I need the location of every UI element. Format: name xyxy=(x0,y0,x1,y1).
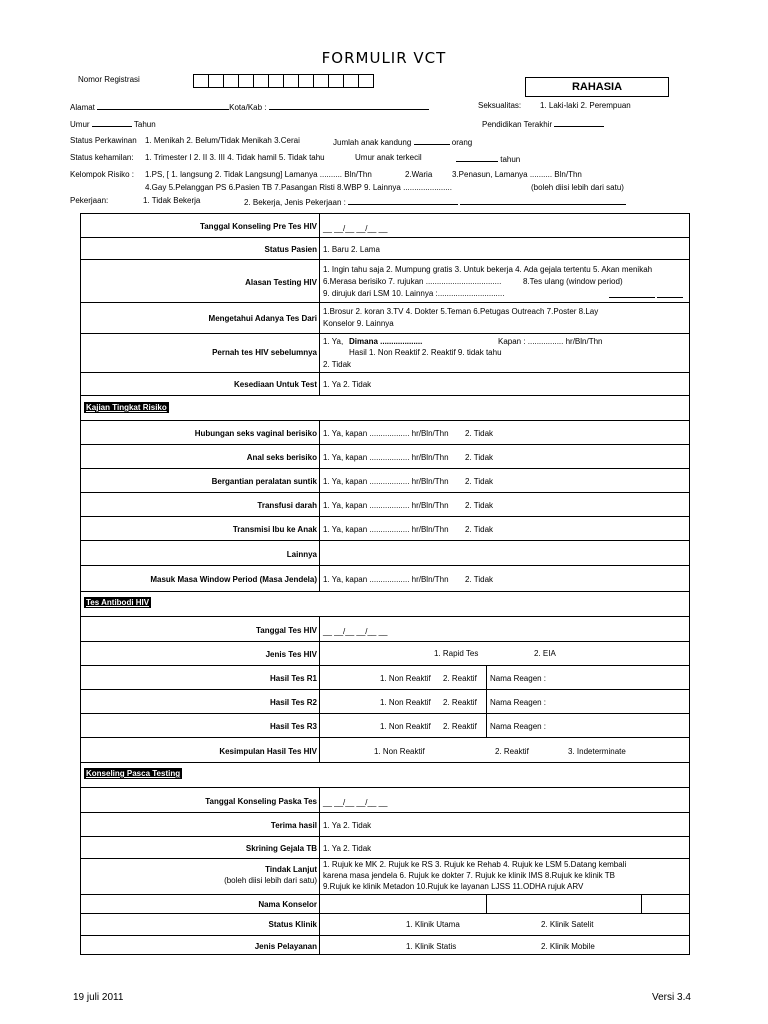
needle-sharing-yes[interactable]: 1. Ya, kapan .................. hr/Bln/Thn xyxy=(323,477,449,486)
children-unit: orang xyxy=(451,138,473,147)
counselor-label: Nama Konselor xyxy=(258,900,317,909)
children-field[interactable] xyxy=(414,136,450,145)
address-field[interactable] xyxy=(97,101,229,110)
r2-divider xyxy=(486,690,487,713)
r3-reagent[interactable]: Nama Reagen : xyxy=(490,722,547,731)
conclusion-label: Kesimpulan Hasil Tes HIV xyxy=(219,747,317,756)
risk-group-line2[interactable]: 4.Gay 5.Pelanggan PS 6.Pasien TB 7.Pasangan Risti 8.WBP 9. Lainnya ...................... xyxy=(145,183,452,192)
service-static[interactable]: 1. Klinik Statis xyxy=(406,942,457,951)
r3-divider xyxy=(486,714,487,737)
testing-reason-line3[interactable]: 9. dirujuk dari LSM 10. Lainnya :.............................. xyxy=(323,289,505,298)
education-row xyxy=(482,118,604,129)
youngest-child-unit: tahun xyxy=(500,155,521,164)
pre-test-date-label: Tanggal Konseling Pre Tes HIV xyxy=(199,222,317,231)
age-unit: Tahun xyxy=(133,120,156,129)
mother-child-label: Transmisi Ibu ke Anak xyxy=(232,525,317,534)
sexuality-options[interactable]: 1. Laki-laki 2. Perempuan xyxy=(540,101,631,110)
row-other xyxy=(81,541,689,566)
footer-date: 19 juli 2011 xyxy=(73,992,124,1003)
row-needle-sharing xyxy=(81,469,689,493)
row-counselor xyxy=(81,895,689,914)
follow-up-note: (boleh diisi lebih dari satu) xyxy=(224,876,317,885)
post-test-date-label: Tanggal Konseling Paska Tes xyxy=(205,797,317,806)
footer-version: Versi 3.4 xyxy=(652,992,691,1003)
row-info-source xyxy=(81,303,689,334)
follow-up-line3[interactable]: 9.Rujuk ke klinik Metadon 10.Rujuk ke layanan LJSS 11.ODHA rujuk ARV xyxy=(323,882,584,891)
city-field[interactable] xyxy=(269,101,429,110)
follow-up-label: Tindak Lanjut xyxy=(265,865,317,874)
vaginal-sex-no[interactable]: 2. Tidak xyxy=(465,429,494,438)
risk-group-label: Kelompok Risiko : xyxy=(70,170,135,179)
children-row xyxy=(333,136,472,147)
row-conclusion xyxy=(81,738,689,763)
tb-screening-label: Skrining Gejala TB xyxy=(245,844,317,853)
education-label: Pendidikan Terakhir xyxy=(482,120,553,129)
mother-child-no[interactable]: 2. Tidak xyxy=(465,525,494,534)
testing-reason-line2[interactable]: 6.Merasa berisiko 7. rujukan .................................. xyxy=(323,277,502,286)
children-label: Jumlah anak kandung xyxy=(333,138,412,147)
post-test-date-field[interactable]: __ __/__ __/__ __ xyxy=(323,798,388,807)
job-row xyxy=(244,196,626,207)
received-result-label: Terima hasil xyxy=(270,821,317,830)
anal-sex-no[interactable]: 2. Tidak xyxy=(465,453,494,462)
other-label: Lainnya xyxy=(286,550,317,559)
vaginal-sex-yes[interactable]: 1. Ya, kapan .................. hr/Bln/Thn xyxy=(323,429,449,438)
row-post-test-date xyxy=(81,788,689,813)
section-post-test xyxy=(81,763,689,788)
risk-assessment-heading: Kajian Tingkat Risiko xyxy=(86,403,167,412)
test-willingness-options[interactable]: 1. Ya 2. Tidak xyxy=(323,380,372,389)
test-date-field[interactable]: __ __/__ __/__ __ xyxy=(323,627,388,636)
r2-reagent[interactable]: Nama Reagen : xyxy=(490,698,547,707)
job-label: Pekerjaan: xyxy=(70,196,109,205)
row-test-type xyxy=(81,642,689,666)
clinic-status-label: Status Klinik xyxy=(268,920,317,929)
testing-reason-fill[interactable] xyxy=(609,289,683,300)
test-type-eia[interactable]: 2. EIA xyxy=(534,649,556,658)
row-r2 xyxy=(81,690,689,714)
youngest-child-row xyxy=(456,153,520,164)
service-type-label: Jenis Pelayanan xyxy=(254,942,317,951)
registration-number-boxes[interactable] xyxy=(194,74,374,86)
test-type-label: Jenis Tes HIV xyxy=(265,650,317,659)
sexuality-label: Seksualitas: xyxy=(478,101,522,110)
job-option-2[interactable]: 2. Bekerja, Jenis Pekerjaan : xyxy=(244,198,346,207)
risk-group-penasun[interactable]: 3.Penasun, Lamanya .......... Bln/Thn xyxy=(452,170,582,179)
risk-group-line1[interactable]: 1.PS, [ 1. langsung 2. Tidak Langsung] Lamanya .......... Bln/Thn xyxy=(145,170,372,179)
counselor-divider-1 xyxy=(486,895,487,913)
follow-up-line2[interactable]: karena masa jendela 6. Rujuk ke dokter 7. Rujuk ke klinik IMS 8.Rujuk ke klinik TB xyxy=(323,871,615,880)
blood-transfusion-no[interactable]: 2. Tidak xyxy=(465,501,494,510)
row-previous-test xyxy=(81,334,689,373)
info-source-line1[interactable]: 1.Brosur 2. koran 3.TV 4. Dokter 5.Teman 6.Petugas Outreach 7.Poster 8.Lay xyxy=(323,307,599,316)
r3-reactive[interactable]: 2. Reaktif xyxy=(443,722,477,731)
testing-reason-label: Alasan Testing HIV xyxy=(245,278,317,287)
previous-test-where[interactable]: Dimana ................... xyxy=(349,337,423,346)
previous-test-yes[interactable]: 1. Ya, xyxy=(323,337,344,346)
row-tb-screening xyxy=(81,837,689,859)
conclusion-indeterminate[interactable]: 3. Indeterminate xyxy=(568,747,626,756)
needle-sharing-label: Bergantian peralatan suntik xyxy=(211,477,317,486)
row-test-date xyxy=(81,617,689,642)
age-label: Umur xyxy=(70,120,90,129)
row-patient-status xyxy=(81,238,689,260)
marital-status-label: Status Perkawinan xyxy=(70,136,137,145)
r1-reagent[interactable]: Nama Reagen : xyxy=(490,674,547,683)
age-field[interactable] xyxy=(92,118,132,127)
received-result-options[interactable]: 1. Ya 2. Tidak xyxy=(323,821,372,830)
row-test-willingness xyxy=(81,373,689,396)
clinic-satellite[interactable]: 2. Klinik Satelit xyxy=(541,920,594,929)
r3-label: Hasil Tes R3 xyxy=(270,722,317,731)
tb-screening-options[interactable]: 1. Ya 2. Tidak xyxy=(323,844,372,853)
test-date-label: Tanggal Tes HIV xyxy=(255,626,317,635)
anal-sex-yes[interactable]: 1. Ya, kapan .................. hr/Bln/Thn xyxy=(323,453,449,462)
job-option-1[interactable]: 1. Tidak Bekerja xyxy=(143,196,201,205)
form-title: FORMULIR VCT xyxy=(321,49,447,67)
r1-divider xyxy=(486,666,487,689)
marital-status-options[interactable]: 1. Menikah 2. Belum/Tidak Menikah 3.Cerai xyxy=(145,136,300,145)
previous-test-no[interactable]: 2. Tidak xyxy=(323,360,352,369)
youngest-child-field[interactable] xyxy=(456,153,498,162)
window-period-no[interactable]: 2. Tidak xyxy=(465,575,494,584)
patient-status-label: Status Pasien xyxy=(264,245,317,254)
window-period-label: Masuk Masa Window Period (Masa Jendela) xyxy=(150,575,317,584)
test-type-rapid[interactable]: 1. Rapid Tes xyxy=(434,649,479,658)
antibody-test-heading: Tes Antibodi HIV xyxy=(86,598,150,607)
address-label: Alamat xyxy=(70,103,95,112)
blood-transfusion-yes[interactable]: 1. Ya, kapan .................. hr/Bln/Thn xyxy=(323,501,449,510)
row-service-type xyxy=(81,936,689,954)
age-row xyxy=(70,118,156,129)
info-source-line2[interactable]: Konselor 9. Lainnya xyxy=(323,319,394,328)
r3-nonreactive[interactable]: 1. Non Reaktif xyxy=(380,722,431,731)
counselor-divider-2 xyxy=(641,895,642,913)
mother-child-yes[interactable]: 1. Ya, kapan .................. hr/Bln/Thn xyxy=(323,525,449,534)
job-field-1[interactable] xyxy=(348,196,458,205)
row-blood-transfusion xyxy=(81,493,689,517)
pre-test-date-field[interactable]: __ __/__ __/__ __ xyxy=(323,224,388,233)
service-mobile[interactable]: 2. Klinik Mobile xyxy=(541,942,595,951)
r1-label: Hasil Tes R1 xyxy=(270,674,317,683)
info-source-label: Mengetahui Adanya Tes Dari xyxy=(208,314,317,323)
city-label: Kota/Kab : xyxy=(229,103,267,112)
risk-group-waria[interactable]: 2.Waria xyxy=(405,170,433,179)
registration-number-label: Nomor Registrasi xyxy=(78,75,140,84)
address-row xyxy=(70,101,429,112)
job-field-2[interactable] xyxy=(460,196,626,205)
confidential-box: RAHASIA xyxy=(525,77,669,97)
anal-sex-label: Anal seks berisiko xyxy=(246,453,317,462)
r2-reactive[interactable]: 2. Reaktif xyxy=(443,698,477,707)
youngest-child-label: Umur anak terkecil xyxy=(355,153,422,162)
row-r1 xyxy=(81,666,689,690)
vaginal-sex-label: Hubungan seks vaginal berisiko xyxy=(194,429,317,438)
test-willingness-label: Kesediaan Untuk Test xyxy=(234,380,317,389)
blood-transfusion-label: Transfusi darah xyxy=(257,501,317,510)
post-test-heading: Konseling Pasca Testing xyxy=(86,769,181,778)
row-r3 xyxy=(81,714,689,738)
previous-test-result[interactable]: Hasil 1. Non Reaktif 2. Reaktif 9. tidak tahu xyxy=(349,348,502,357)
row-mother-child xyxy=(81,517,689,541)
needle-sharing-no[interactable]: 2. Tidak xyxy=(465,477,494,486)
vct-form-table xyxy=(80,213,690,955)
pregnancy-label: Status kehamilan: xyxy=(70,153,134,162)
pregnancy-options[interactable]: 1. Trimester I 2. II 3. III 4. Tidak hamil 5. Tidak tahu xyxy=(145,153,325,162)
section-risk-assessment xyxy=(81,396,689,421)
r2-label: Hasil Tes R2 xyxy=(270,698,317,707)
row-testing-reason xyxy=(81,260,689,303)
row-clinic-status xyxy=(81,914,689,936)
row-follow-up xyxy=(81,859,689,895)
row-window-period xyxy=(81,566,689,592)
follow-up-line1[interactable]: 1. Rujuk ke MK 2. Rujuk ke RS 3. Rujuk ke Rehab 4. Rujuk ke LSM 5.Datang kembali xyxy=(323,860,627,869)
row-pre-test-date xyxy=(81,214,689,238)
row-received-result xyxy=(81,813,689,837)
row-anal-sex xyxy=(81,445,689,469)
risk-group-note: (boleh diisi lebih dari satu) xyxy=(531,183,624,192)
conclusion-reactive[interactable]: 2. Reaktif xyxy=(495,747,529,756)
patient-status-options[interactable]: 1. Baru 2. Lama xyxy=(323,245,380,254)
row-vaginal-sex xyxy=(81,421,689,445)
r2-nonreactive[interactable]: 1. Non Reaktif xyxy=(380,698,431,707)
conclusion-nonreactive[interactable]: 1. Non Reaktif xyxy=(374,747,425,756)
previous-test-when[interactable]: Kapan : ................ hr/Bln/Thn xyxy=(498,337,603,346)
clinic-main[interactable]: 1. Klinik Utama xyxy=(406,920,460,929)
window-period-yes[interactable]: 1. Ya, kapan .................. hr/Bln/Thn xyxy=(323,575,449,584)
r1-nonreactive[interactable]: 1. Non Reaktif xyxy=(380,674,431,683)
education-field[interactable] xyxy=(554,118,604,127)
section-antibody-test xyxy=(81,592,689,617)
previous-test-label: Pernah tes HIV sebelumnya xyxy=(212,348,317,357)
r1-reactive[interactable]: 2. Reaktif xyxy=(443,674,477,683)
testing-reason-line1[interactable]: 1. Ingin tahu saja 2. Mumpung gratis 3. Untuk bekerja 4. Ada gejala tertentu 5. Akan menikah xyxy=(323,265,653,274)
testing-reason-window[interactable]: 8.Tes ulang (window period) xyxy=(523,277,623,286)
